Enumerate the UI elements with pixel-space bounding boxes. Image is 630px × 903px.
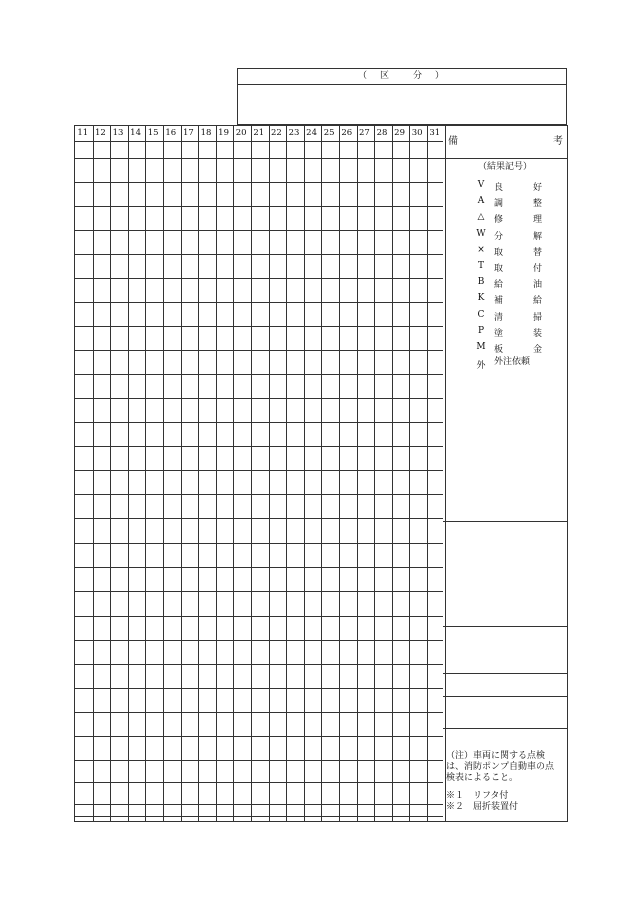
kubun-label: （ 区 分 ） bbox=[357, 71, 446, 81]
day-header-11: 11 bbox=[77, 128, 89, 138]
legend-code: V bbox=[477, 180, 485, 190]
legend-name: 板金 bbox=[494, 345, 542, 355]
note-line-1: （注）車両に関する点検 bbox=[446, 751, 546, 761]
day-header-21: 21 bbox=[253, 128, 265, 138]
legend-name: 取替 bbox=[494, 247, 542, 258]
kubun-box bbox=[237, 68, 567, 125]
day-header-14: 14 bbox=[130, 128, 141, 138]
legend-code: C bbox=[477, 309, 485, 320]
day-header-15: 15 bbox=[147, 128, 159, 138]
legend-code: △ bbox=[477, 212, 485, 223]
day-header-30: 30 bbox=[411, 128, 423, 138]
day-header-26: 26 bbox=[341, 128, 353, 138]
legend-name: 塗装 bbox=[494, 328, 542, 339]
legend-code: A bbox=[477, 196, 485, 207]
footnote-1: ※１ リフタ付 bbox=[446, 791, 509, 801]
day-header-13: 13 bbox=[112, 128, 124, 138]
day-header-31: 31 bbox=[429, 128, 441, 138]
legend-name: 清掃 bbox=[494, 312, 542, 323]
day-header-24: 24 bbox=[306, 128, 317, 138]
legend-code: 外 bbox=[476, 361, 486, 372]
day-header-12: 12 bbox=[94, 128, 106, 138]
day-header-19: 19 bbox=[218, 128, 229, 138]
day-header-25: 25 bbox=[323, 128, 335, 138]
legend-name: 給油 bbox=[494, 280, 542, 291]
legend-name: 取付 bbox=[494, 264, 542, 274]
legend-code: K bbox=[477, 293, 485, 304]
legend-code: M bbox=[476, 342, 486, 352]
note-line-2: は、消防ポンプ自動車の点 bbox=[446, 762, 555, 772]
note-line-3: 検表によること。 bbox=[446, 773, 519, 783]
day-header-28: 28 bbox=[376, 128, 388, 138]
day-header-17: 17 bbox=[182, 128, 194, 138]
legend-name: 調整 bbox=[494, 199, 542, 210]
legend-name: 修理 bbox=[494, 215, 542, 226]
day-header-16: 16 bbox=[165, 128, 177, 138]
legend-name: 分解 bbox=[494, 231, 542, 242]
day-header-18: 18 bbox=[200, 128, 212, 138]
day-header-20: 20 bbox=[235, 128, 247, 138]
legend-code: B bbox=[477, 277, 485, 288]
day-header-27: 27 bbox=[358, 128, 370, 138]
legend-code: P bbox=[477, 325, 485, 336]
footnote-2: ※２ 屈折装置付 bbox=[446, 802, 519, 812]
remarks-label-right: 考 bbox=[553, 136, 563, 147]
legend-name: 良好 bbox=[494, 183, 542, 193]
legend-name: 補給 bbox=[494, 296, 542, 307]
legend-code: × bbox=[477, 244, 485, 255]
day-header-22: 22 bbox=[270, 128, 282, 138]
legend-title: （結果記号） bbox=[478, 162, 533, 172]
remarks-label-left: 備 bbox=[448, 136, 458, 147]
day-header-29: 29 bbox=[394, 128, 405, 138]
legend-code: W bbox=[476, 228, 486, 239]
legend-code: T bbox=[477, 261, 484, 271]
legend-name: 外注依頼 bbox=[494, 357, 531, 368]
day-header-23: 23 bbox=[288, 128, 300, 138]
